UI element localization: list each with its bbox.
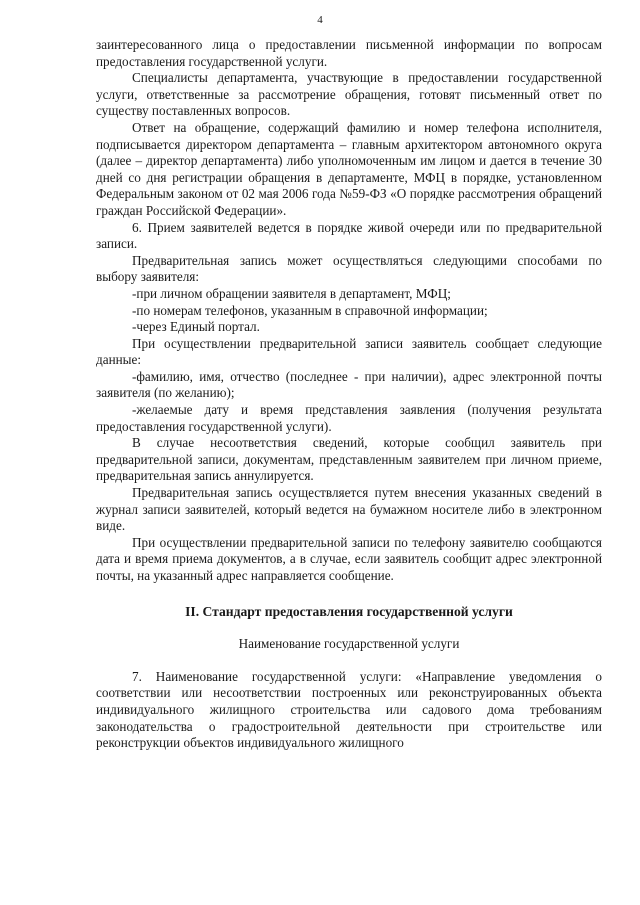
list-item-portal: -через Единый портал. bbox=[132, 319, 260, 335]
list-item-date: -желаемые дату и время представления заявления (получения результата предоставления государственной услуги). bbox=[96, 402, 602, 434]
paragraph-applicant-data: При осуществлении предварительной записи заявитель сообщает следующие данные: bbox=[96, 335, 602, 368]
paragraph-item-6: 6. Прием заявителей ведется в порядке живой очереди или по предварительной записи. bbox=[96, 219, 602, 252]
page-number: 4 bbox=[317, 14, 323, 26]
paragraph-item-7: 7. Наименование государственной услуги: «Направление уведомления о соответствии или несоответствии построенных или реконструированных объекта индивидуального жилищного строительства или садового дома требованиям законодательства о градостроительной деятельности при строительстве или реконструкции объектов индивидуального жилищного bbox=[96, 668, 602, 751]
subheading: Наименование государственной услуги bbox=[238, 636, 460, 652]
paragraph-continuation: заинтересованного лица о предоставлении письменной информации по вопросам предоставления государственной услуги. bbox=[96, 37, 602, 69]
document-body bbox=[96, 37, 602, 752]
paragraph-mismatch: В случае несоответствия сведений, которые сообщил заявитель при предварительной записи, документам, представленным заявителем при личном приеме, предварительная запись аннулируется. bbox=[96, 435, 602, 484]
paragraph-journal: Предварительная запись осуществляется путем внесения указанных сведений в журнал записи заявителей, который ведется на бумажном носителе либо в электронном виде. bbox=[96, 485, 602, 534]
paragraph-phone-booking: При осуществлении предварительной записи по телефону заявителю сообщаются дата и время приема документов, а в случае, если заявитель сообщит адрес электронной почты, на указанный адрес направляется сообщение. bbox=[96, 534, 602, 583]
list-item-personal: -при личном обращении заявителя в департамент, МФЦ; bbox=[132, 285, 451, 301]
list-item-name: -фамилию, имя, отчество (последнее - при наличии), адрес электронной почты заявителя (по желанию); bbox=[96, 368, 602, 401]
list-item-phone: -по номерам телефонов, указанным в справочной информации; bbox=[132, 302, 488, 318]
paragraph-preregistration-methods: Предварительная запись может осуществляться следующими способами по выбору заявителя: bbox=[96, 252, 602, 285]
paragraph-response: Ответ на обращение, содержащий фамилию и номер телефона исполнителя, подписывается директором департамента – главным архитектором автономного округа (далее – директор департамента) либо уполномоченным им лицом и дается в течение 30 дней со дня регистрации обращения в департаменте, МФЦ в порядке, установленном Федеральным законом от 02 мая 2006 года №59-ФЗ «О порядке рассмотрения обращений граждан Российской Федерации». bbox=[96, 119, 602, 218]
paragraph-specialists: Специалисты департамента, участвующие в предоставлении государственной услуги, ответственные за рассмотрение обращения, готовят письменный ответ по существу поставленных вопросов. bbox=[96, 70, 602, 119]
section-heading: II. Стандарт предоставления государственной услуги bbox=[185, 603, 513, 619]
